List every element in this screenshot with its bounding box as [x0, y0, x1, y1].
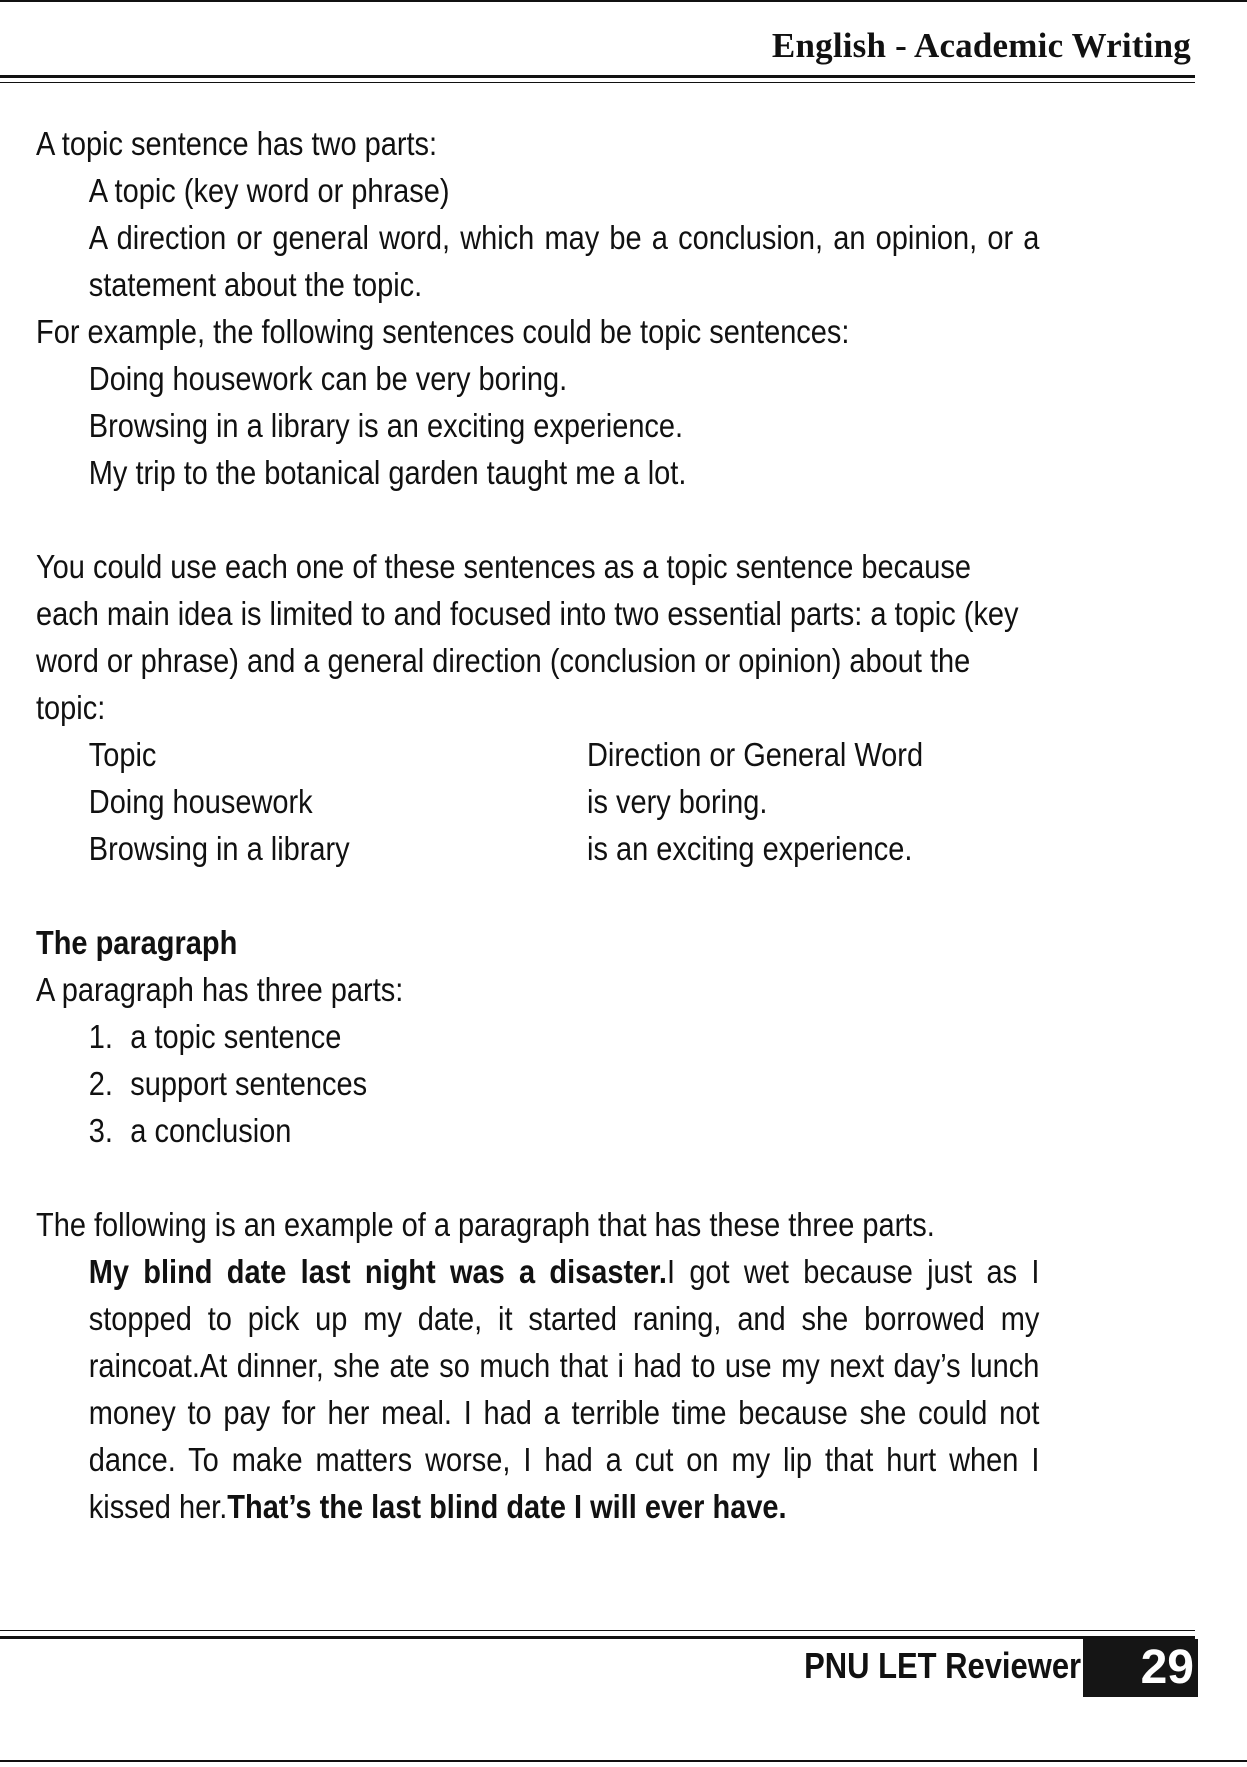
table-header-row	[36, 732, 1039, 779]
table-header-topic: Topic	[88, 737, 157, 774]
paragraph-intro: A paragraph has three parts:	[36, 972, 404, 1009]
table-header-direction: Direction or General Word	[587, 737, 924, 774]
footer-label: PNU LET Reviewer	[803, 1645, 1081, 1686]
example-sentence-1: Doing housework can be very boring.	[88, 361, 568, 398]
bottom-border-line	[0, 1760, 1247, 1762]
list-item: 3. a conclusion	[88, 1113, 292, 1150]
example-paragraph-intro: The following is an example of a paragraph that has these three parts.	[36, 1207, 935, 1244]
table-cell: is an exciting experience.	[587, 831, 913, 868]
table-cell: is very boring.	[587, 784, 768, 821]
example-sentence-2: Browsing in a library is an exciting experience.	[88, 408, 684, 445]
table-cell: Doing housework	[88, 784, 313, 821]
table-cell: Browsing in a library	[88, 831, 350, 868]
table-row	[36, 826, 1039, 873]
topic-sentence-intro: A topic sentence has two parts:	[36, 126, 438, 163]
header-rule-thick	[0, 75, 1195, 78]
page-content	[36, 121, 1039, 1531]
list-item: 2. support sentences	[88, 1066, 368, 1103]
top-border-line	[0, 0, 1247, 2]
example-sentence-3: My trip to the botanical garden taught me a lot.	[88, 455, 687, 492]
table-row	[36, 779, 1039, 826]
example-topic-sentence: My blind date last night was a disaster.	[88, 1254, 667, 1291]
footer-rule-thick	[0, 1636, 1195, 1639]
topic-part-2: A direction or general word, which may be a conclusion, an opinion, or a statement about the topic.	[88, 220, 1040, 304]
explanation-paragraph: You could use each one of these sentences as a topic sentence because each main idea is limited to and focused into two essential parts: a topic (key word or phrase) and a general direction (conclusion or opinion) about the topic:	[36, 549, 1019, 727]
example-paragraph	[36, 1249, 1039, 1531]
example-body: I got wet because just as I stopped to pick up my date, it started raning, and she borrowed my raincoat.At dinner, she ate so much that i had to use my next day’s lunch money to pay for her meal. I had a terrible time because she could not dance. To make matters worse, I had a cut on my lip that hurt when I kissed her.	[88, 1254, 1040, 1526]
example-conclusion: That’s the last blind date I will ever have.	[227, 1489, 787, 1526]
section-heading: The paragraph	[36, 925, 238, 962]
header-rule-thin	[0, 82, 1195, 83]
footer-rule-thin	[0, 1630, 1195, 1631]
topic-part-1: A topic (key word or phrase)	[88, 173, 450, 210]
list-item: 1. a topic sentence	[88, 1019, 342, 1056]
header-title: English - Academic Writing	[771, 26, 1191, 65]
example-intro: For example, the following sentences could be topic sentences:	[36, 314, 850, 351]
page-number: 29	[1083, 1639, 1198, 1697]
